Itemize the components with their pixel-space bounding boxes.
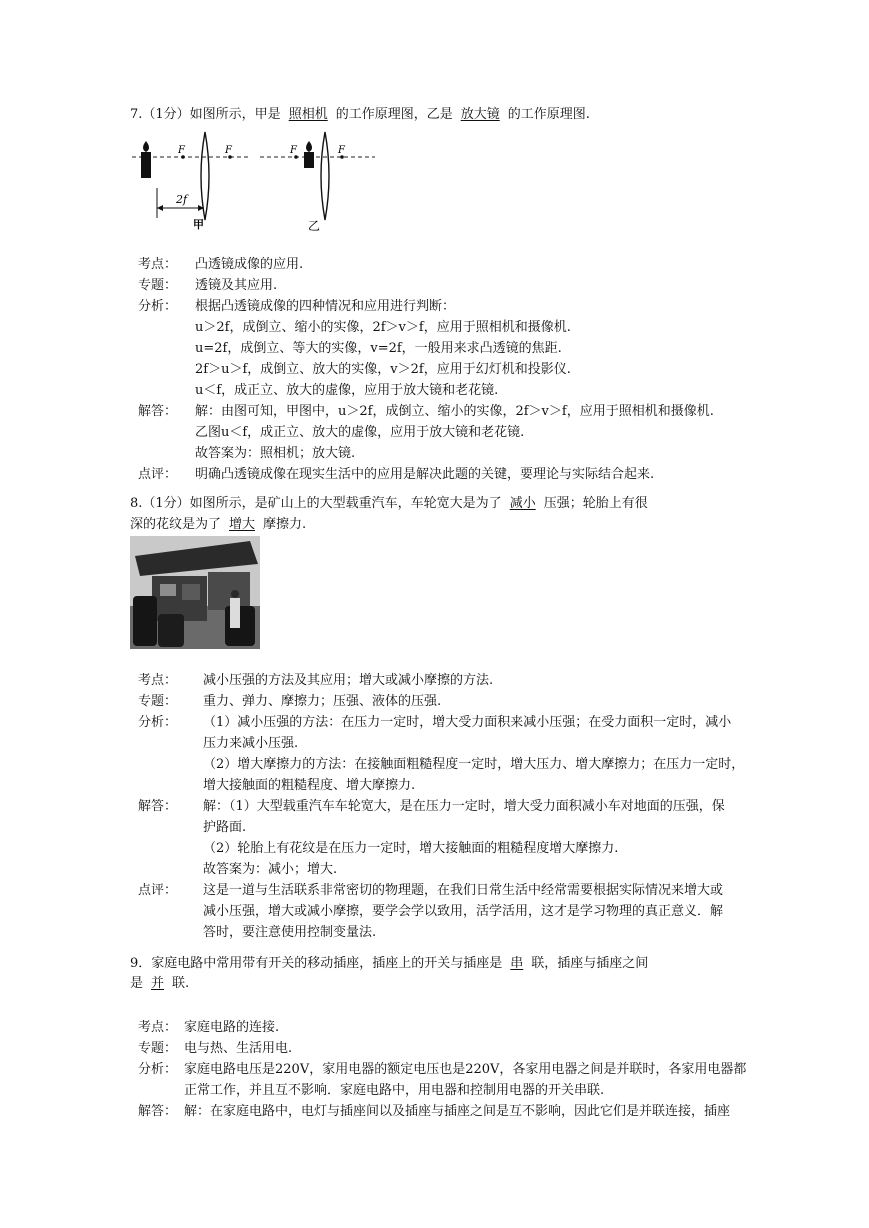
fenxi-text: u=2f，成倒立、等大的实像，v=2f，一般用来求凸透镜的焦距.	[195, 341, 562, 356]
jieda-text: 故答案为：减小；增大.	[203, 862, 338, 877]
zhuanti-label: 专题：	[138, 278, 178, 293]
kaodian-label: 考点：	[138, 1020, 178, 1035]
fenxi-text: u＜f，成正立、放大的虚像，应用于放大镜和老花镜.	[195, 383, 499, 398]
candle-yi-icon	[304, 141, 314, 168]
q9-text-d: 联.	[172, 976, 190, 991]
fenxi-text: 压力来减小压强.	[203, 736, 299, 751]
q9-answer-1: 串	[510, 956, 524, 971]
fenxi-text: 正常工作，并且互不影响．家庭电路中，用电器和控制用电器的开关串联.	[184, 1083, 605, 1098]
fenxi-label: 分析：	[138, 715, 178, 730]
q9-question-line2	[130, 977, 189, 990]
jieda-text: 解：在家庭电路中，电灯与插座间以及插座与插座之间是互不影响，因此它们是并联连接，插座	[184, 1104, 731, 1119]
focus-label: F	[290, 145, 297, 156]
fenxi-text: 根据凸透镜成像的四种情况和应用进行判断：	[195, 299, 456, 314]
fenxi-text: （2）增大摩擦力的方法：在接触面粗糙程度一定时，增大压力、增大摩擦力；在压力一定时，	[203, 757, 745, 772]
jieda-text: 乙图u＜f，成正立、放大的虚像，应用于放大镜和老花镜.	[195, 425, 525, 440]
label-yi: 乙	[308, 219, 321, 233]
q8-answer-2: 增大	[229, 517, 256, 532]
q7-text-b: 的工作原理图，乙是	[335, 107, 453, 122]
q7-text-c: 的工作原理图.	[507, 107, 590, 122]
fenxi-text: 2f＞u＞f，成倒立、放大的实像，v＞2f，应用于幻灯机和投影仪.	[195, 362, 571, 377]
jieda-label: 解答：	[138, 799, 178, 814]
kaodian-text: 减小压强的方法及其应用；增大或减小摩擦的方法.	[203, 673, 494, 688]
zhuanti-text: 透镜及其应用.	[195, 278, 278, 293]
arrow-left-icon	[157, 205, 163, 211]
focus-label: F	[338, 145, 345, 156]
q8-text-b: 压强；轮胎上有很	[543, 496, 648, 511]
fenxi-text: 家庭电路电压是220V，家用电器的额定电压也是220V，各家用电器之间是并联时，各家用电器都	[184, 1062, 747, 1077]
dianping-text: 答时，要注意使用控制变量法.	[203, 925, 377, 940]
fenxi-text: u＞2f，成倒立、缩小的实像，2f＞v＞f，应用于照相机和摄像机.	[195, 320, 571, 335]
kaodian-label: 考点：	[138, 257, 178, 272]
q7-question	[130, 108, 590, 121]
kaodian-label: 考点：	[138, 673, 178, 688]
q8-question-line2	[130, 518, 306, 531]
q7-text-a: 7.（1分）如图所示，甲是	[130, 107, 281, 122]
dianping-label: 点评：	[138, 883, 178, 898]
dianping-text: 这是一道与生活联系非常密切的物理题，在我们日常生活中经常需要根据实际情况来增大或	[203, 883, 724, 898]
dianping-text: 明确凸透镜成像在现实生活中的应用是解决此题的关键，要理论与实际结合起来.	[195, 467, 655, 482]
q7-answer-2: 放大镜	[460, 107, 500, 122]
fenxi-label: 分析：	[138, 299, 178, 314]
label-jia: 甲	[193, 218, 204, 231]
fenxi-text: 增大接触面的粗糙程度、增大摩擦力.	[203, 778, 416, 793]
convex-lens-yi-icon	[321, 132, 329, 220]
candle-jia-icon	[141, 141, 151, 178]
jieda-text: （2）轮胎上有花纹是在压力一定时，增大接触面的粗糙程度增大摩擦力.	[203, 841, 619, 856]
q9-question-line1	[130, 957, 648, 970]
q8-text-c: 深的花纹是为了	[130, 517, 222, 532]
fenxi-text: （1）减小压强的方法：在压力一定时，增大受力面积来减小压强；在受力面积一定时，减小	[203, 715, 732, 730]
zhuanti-text: 电与热、生活用电.	[184, 1041, 293, 1056]
convex-lens-jia-icon	[201, 132, 209, 220]
jieda-text: 护路面.	[203, 820, 247, 835]
mining-truck-photo	[130, 536, 260, 649]
jieda-text: 故答案为：照相机；放大镜.	[195, 446, 356, 461]
q7-lens-diagram	[130, 128, 380, 238]
kaodian-text: 凸透镜成像的应用.	[195, 257, 304, 272]
kaodian-text: 家庭电路的连接.	[184, 1020, 280, 1035]
jieda-label: 解答：	[138, 1104, 178, 1119]
zhuanti-label: 专题：	[138, 1041, 178, 1056]
q9-text-c: 是	[130, 976, 144, 991]
jieda-text: 解：（1）大型载重汽车车轮宽大，是在压力一定时，增大受力面积减小车对地面的压强，保	[203, 799, 725, 814]
q8-text-a: 8.（1分）如图所示，是矿山上的大型载重汽车，车轮宽大是为了	[130, 496, 502, 511]
q9-text-a: 9．家庭电路中常用带有开关的移动插座，插座上的开关与插座是	[130, 956, 503, 971]
zhuanti-text: 重力、弹力、摩擦力；压强、液体的压强.	[203, 694, 442, 709]
q8-answer-1: 减小	[509, 496, 536, 511]
jieda-label: 解答：	[138, 404, 178, 419]
focus-label: F	[225, 145, 232, 156]
q9-text-b: 联，插座与插座之间	[531, 956, 649, 971]
q8-question-line1	[130, 497, 648, 510]
q8-text-d: 摩擦力.	[263, 517, 307, 532]
q7-answer-1: 照相机	[288, 107, 328, 122]
dianping-label: 点评：	[138, 467, 178, 482]
fenxi-label: 分析：	[138, 1062, 178, 1077]
two-f-label: 2f	[176, 193, 188, 206]
jieda-text: 解：由图可知，甲图中，u＞2f，成倒立、缩小的实像，2f＞v＞f，应用于照相机和摄像机.	[195, 404, 714, 419]
zhuanti-label: 专题：	[138, 694, 178, 709]
dianping-text: 减小压强，增大或减小摩擦，要学会学以致用，活学活用，这才是学习物理的真正意义．解	[203, 904, 724, 919]
focus-label: F	[178, 145, 185, 156]
q9-answer-2: 并	[151, 976, 165, 991]
